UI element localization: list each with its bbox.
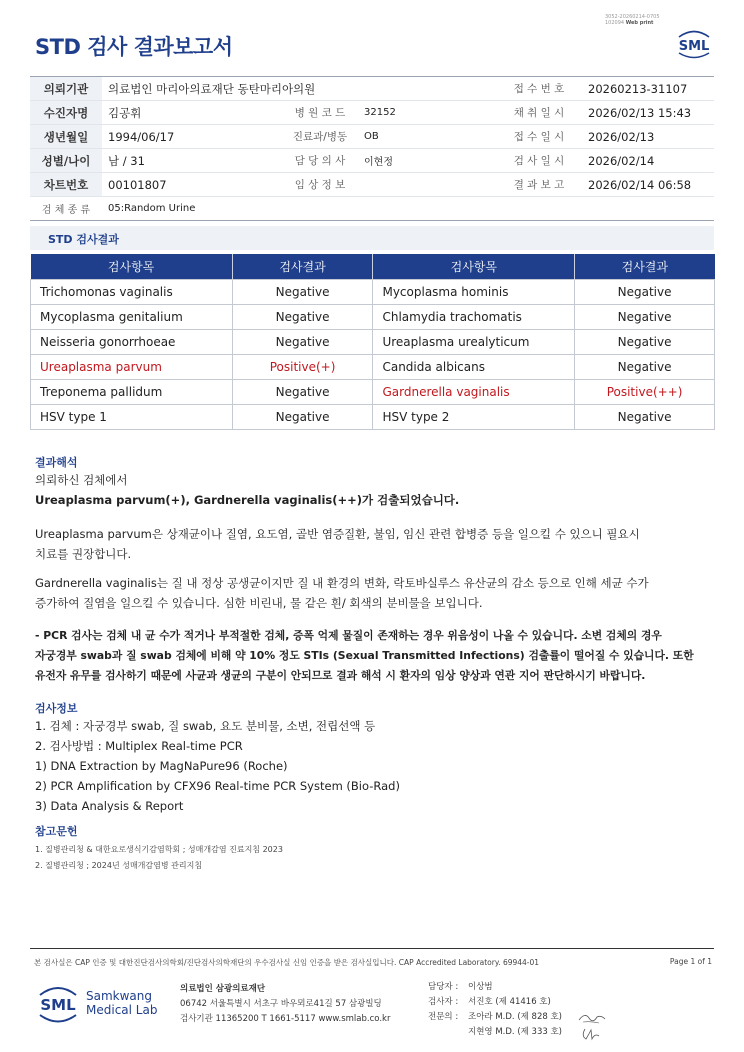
accreditation-note: 본 검사실은 CAP 인증 및 대한진단검사의학회/진단검사의학재단의 우수검사실 신임 인증을 받은 검사실입니다. CAP Accredited Laboratory. 69944-01 bbox=[34, 958, 540, 967]
info-value-doctor: 이현정 bbox=[358, 149, 496, 173]
info-row bbox=[30, 149, 714, 173]
info-label: 접 수 일 시 bbox=[496, 125, 582, 149]
staff-row bbox=[428, 980, 562, 995]
print-tag: Web print bbox=[625, 20, 654, 26]
text-line: Gardnerella vaginalis는 질 내 정상 공생균이지만 질 내 환경의 변화, 락토바실루스 유산균의 감소 등으로 인해 세균 수가 bbox=[35, 576, 649, 590]
test-result-value: Negative bbox=[232, 329, 373, 354]
lab-name-line-2: Medical Lab bbox=[86, 1003, 158, 1017]
results-table bbox=[30, 254, 715, 430]
staff-name: 서진호 (제 41416 호) bbox=[468, 997, 551, 1007]
references-list bbox=[35, 842, 283, 874]
info-row bbox=[30, 125, 714, 149]
references-title: 참고문헌 bbox=[35, 825, 78, 838]
info-label: 검 사 일 시 bbox=[496, 149, 582, 173]
info-value-receipt-number: 20260213-31107 bbox=[582, 77, 714, 101]
staff-role: 담당자 : bbox=[428, 982, 459, 992]
info-value-specimen-type: 05:Random Urine bbox=[102, 197, 714, 221]
info-value-test-date: 2026/02/14 bbox=[582, 149, 714, 173]
interpretation-title: 결과해석 bbox=[35, 456, 78, 469]
test-result-value: Negative bbox=[232, 379, 373, 404]
test-info-title: 검사정보 bbox=[35, 702, 78, 715]
results-header-row bbox=[31, 254, 715, 279]
patient-info-table bbox=[30, 76, 714, 221]
info-value-hospital-code: 32152 bbox=[358, 101, 496, 125]
test-item-name: Ureaplasma urealyticum bbox=[373, 329, 575, 354]
text-line: 자궁경부 swab과 질 swab 검체에 비해 약 10% 정도 STIs (Sexual Transmitted Infections) 검출률이 떨어질 수 있습니다. 또한 bbox=[35, 649, 694, 662]
info-label: 담 당 의 사 bbox=[282, 149, 358, 173]
info-value-birth-date: 1994/06/17 bbox=[102, 125, 282, 149]
column-header-test-item: 검사항목 bbox=[31, 254, 233, 279]
test-info-line: 2. 검사방법 : Multiplex Real-time PCR bbox=[35, 739, 243, 753]
staff-block bbox=[428, 980, 562, 1040]
info-label: 수진자명 bbox=[30, 101, 102, 125]
info-value-sex-age: 남 / 31 bbox=[102, 149, 282, 173]
test-info-line: 3) Data Analysis & Report bbox=[35, 799, 184, 813]
test-info-line: 2) PCR Amplification by CFX96 Real-time PCR System (Bio-Rad) bbox=[35, 779, 400, 793]
info-value-chart-number: 00101807 bbox=[102, 173, 282, 197]
test-item-name: Trichomonas vaginalis bbox=[31, 279, 233, 304]
info-label: 성별/나이 bbox=[30, 149, 102, 173]
results-section-title: STD 검사결과 bbox=[48, 233, 119, 246]
info-label: 검 체 종 류 bbox=[30, 197, 102, 221]
info-value-collection-time: 2026/02/13 15:43 bbox=[582, 101, 714, 125]
staff-role: 검사자 : bbox=[428, 997, 459, 1007]
info-value-department: OB bbox=[358, 125, 496, 149]
footer-divider bbox=[30, 948, 714, 949]
test-result-value: Negative bbox=[575, 279, 715, 304]
info-value-report-time: 2026/02/14 06:58 bbox=[582, 173, 714, 197]
info-row bbox=[30, 101, 714, 125]
info-label: 생년월일 bbox=[30, 125, 102, 149]
test-result-value: Negative bbox=[575, 354, 715, 379]
page-number: Page 1 of 1 bbox=[669, 957, 712, 966]
text-line: Ureaplasma parvum은 상재균이나 질염, 요도염, 골반 염증질환, 불임, 임신 관련 합병증 등을 일으킬 수 있으니 필요시 bbox=[35, 527, 640, 541]
test-item-name: Mycoplasma hominis bbox=[373, 279, 575, 304]
info-value-clinical-info bbox=[358, 173, 496, 197]
interpretation-intro: 의뢰하신 검체에서 bbox=[35, 473, 128, 487]
staff-name: 조아라 M.D. (제 828 호) bbox=[468, 1012, 563, 1022]
table-row bbox=[31, 404, 715, 429]
reference-line: 2. 질병관리청 ; 2024년 성매개감염병 관리지침 bbox=[35, 861, 203, 870]
staff-row bbox=[428, 1025, 562, 1040]
lab-address-block bbox=[180, 982, 390, 1027]
info-label: 접 수 번 호 bbox=[496, 77, 582, 101]
sml-logo-text: SML bbox=[678, 39, 710, 54]
samkwang-logo-text: SML bbox=[40, 996, 76, 1014]
text-line: 유전자 유무를 검사하기 때문에 사균과 생균의 구분이 안되므로 결과 해석 시 환자의 임상 양상과 연관 지어 판단하시기 바랍니다. bbox=[35, 669, 646, 682]
signature-icon bbox=[577, 1026, 607, 1042]
test-item-name: Candida albicans bbox=[373, 354, 575, 379]
test-item-name: Chlamydia trachomatis bbox=[373, 304, 575, 329]
info-value-receipt-date: 2026/02/13 bbox=[582, 125, 714, 149]
interpretation-ureaplasma bbox=[35, 524, 715, 564]
table-row bbox=[31, 279, 715, 304]
test-item-name: Ureaplasma parvum bbox=[31, 354, 233, 379]
info-label: 임 상 정 보 bbox=[282, 173, 358, 197]
info-value-patient-name: 김공휘 bbox=[102, 101, 282, 125]
info-label: 의뢰기관 bbox=[30, 77, 102, 101]
print-code-line-1: 3052-20260214-0705 bbox=[605, 14, 660, 20]
staff-role: 전문의 : bbox=[428, 1012, 459, 1022]
interpretation-pcr-note bbox=[35, 626, 715, 686]
test-item-name: Treponema pallidum bbox=[31, 379, 233, 404]
results-body bbox=[31, 279, 715, 429]
org-address: 06742 서울특별시 서초구 바우뫼로41길 57 삼광빌딩 bbox=[180, 999, 382, 1009]
text-line: - PCR 검사는 검체 내 균 수가 적거나 부적절한 검체, 증폭 억제 물질이 존재하는 경우 위음성이 나올 수 있습니다. 소변 검체의 경우 bbox=[35, 629, 662, 642]
test-result-value: Positive(+) bbox=[232, 354, 373, 379]
column-header-result: 검사결과 bbox=[575, 254, 715, 279]
test-info-line: 1) DNA Extraction by MagNaPure96 (Roche) bbox=[35, 759, 288, 773]
info-label: 차트번호 bbox=[30, 173, 102, 197]
samkwang-logo-icon bbox=[36, 982, 80, 1026]
test-result-value: Positive(++) bbox=[575, 379, 715, 404]
test-result-value: Negative bbox=[232, 404, 373, 429]
info-label: 결 과 보 고 bbox=[496, 173, 582, 197]
test-item-name: Gardnerella vaginalis bbox=[373, 379, 575, 404]
test-info-list bbox=[35, 716, 715, 816]
column-header-test-item: 검사항목 bbox=[373, 254, 575, 279]
test-result-value: Negative bbox=[575, 304, 715, 329]
table-row bbox=[31, 379, 715, 404]
test-info-line: 1. 검체 : 자궁경부 swab, 질 swab, 요도 분비물, 소변, 전립선액 등 bbox=[35, 719, 376, 733]
info-value-institution: 의료법인 마리아의료재단 동탄마리아의원 bbox=[102, 77, 496, 101]
table-row bbox=[31, 304, 715, 329]
test-item-name: HSV type 1 bbox=[31, 404, 233, 429]
signature-icon bbox=[577, 1010, 607, 1026]
info-row bbox=[30, 197, 714, 221]
test-result-value: Negative bbox=[232, 279, 373, 304]
org-name: 의료법인 삼광의료재단 bbox=[180, 984, 266, 994]
info-row bbox=[30, 77, 714, 101]
interpretation-gardnerella bbox=[35, 573, 715, 613]
results-section-header bbox=[30, 226, 714, 250]
sml-logo-icon bbox=[675, 28, 713, 60]
info-label: 진료과/병동 bbox=[282, 125, 358, 149]
staff-row bbox=[428, 1010, 562, 1025]
table-row bbox=[31, 329, 715, 354]
print-code-line-2: 102094 Web print bbox=[605, 20, 654, 26]
text-line: 증가하여 질염을 일으킬 수 있습니다. 심한 비린내, 물 같은 흰/ 회색의 분비물을 보입니다. bbox=[35, 596, 483, 610]
interpretation-summary: Ureaplasma parvum(+), Gardnerella vaginalis(++)가 검출되었습니다. bbox=[35, 493, 460, 507]
org-contact: 검사기관 11365200 T 1661-5117 www.smlab.co.kr bbox=[180, 1014, 391, 1024]
column-header-result: 검사결과 bbox=[232, 254, 373, 279]
test-result-value: Negative bbox=[232, 304, 373, 329]
reference-line: 1. 질병관리청 & 대한요로생식기감염학회 ; 성매개감염 진료지침 2023 bbox=[35, 845, 283, 854]
staff-name: 이상범 bbox=[468, 982, 493, 992]
test-item-name: Mycoplasma genitalium bbox=[31, 304, 233, 329]
staff-row bbox=[428, 995, 562, 1010]
lab-name bbox=[86, 989, 157, 1017]
page-title: STD 검사 결과보고서 bbox=[35, 35, 233, 59]
lab-name-line-1: Samkwang bbox=[86, 989, 152, 1003]
test-result-value: Negative bbox=[575, 404, 715, 429]
info-label: 병 원 코 드 bbox=[282, 101, 358, 125]
test-item-name: Neisseria gonorrhoeae bbox=[31, 329, 233, 354]
info-label: 채 취 일 시 bbox=[496, 101, 582, 125]
test-result-value: Negative bbox=[575, 329, 715, 354]
staff-name: 지현영 M.D. (제 333 호) bbox=[468, 1027, 563, 1037]
test-item-name: HSV type 2 bbox=[373, 404, 575, 429]
print-code bbox=[605, 14, 660, 26]
info-row bbox=[30, 173, 714, 197]
table-row bbox=[31, 354, 715, 379]
text-line: 치료를 권장합니다. bbox=[35, 547, 132, 561]
